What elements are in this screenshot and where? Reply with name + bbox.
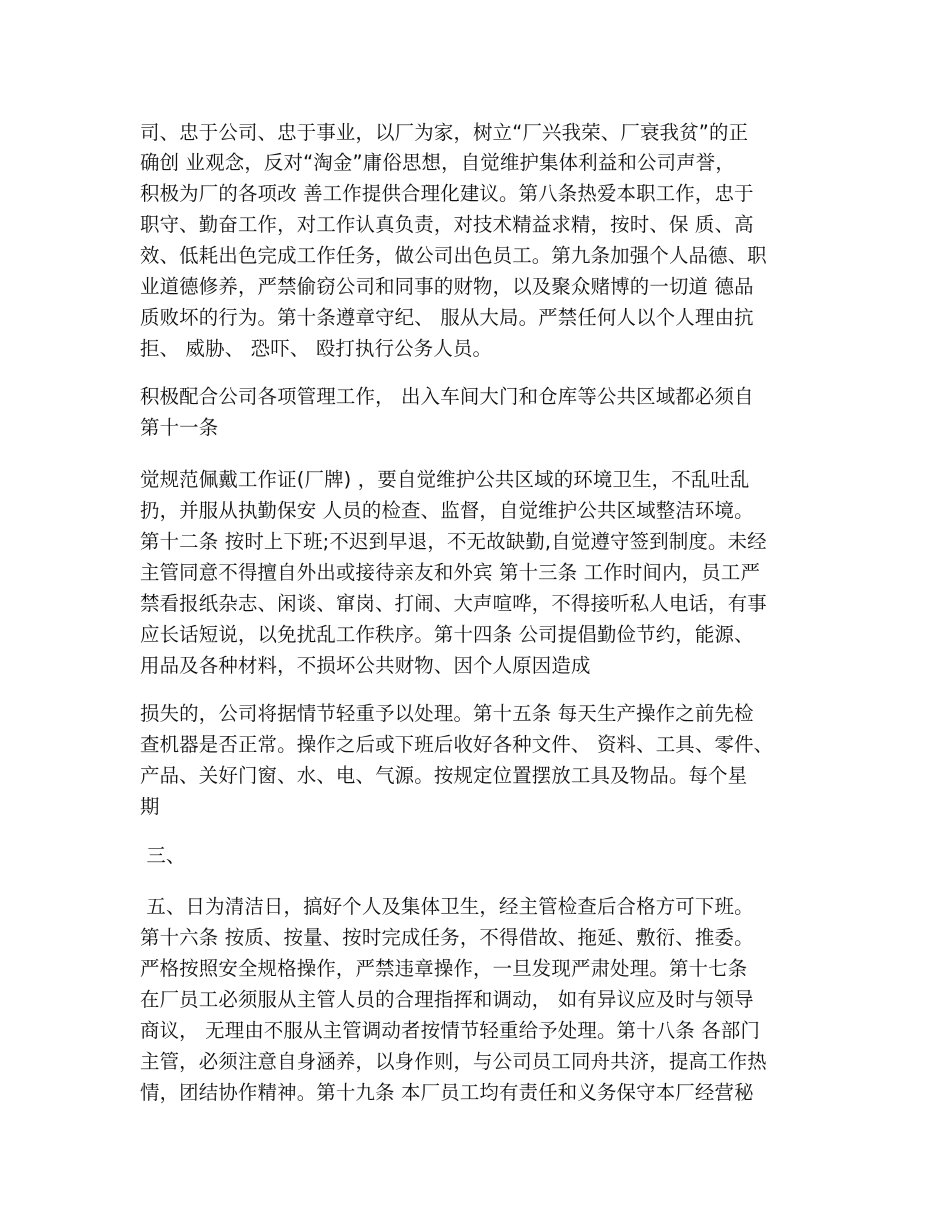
text-line: 应长话短说，以免扰乱工作秩序。第十四条 公司提倡勤俭节约，能源、 xyxy=(140,623,754,646)
text-line: 拒、 威胁、 恐吓、 殴打执行公务人员。 xyxy=(140,337,493,360)
text-line: 效、低耗出色完成工作任务，做公司出色员工。第九条加强个人品德、职 xyxy=(140,244,767,267)
text-line: 在厂员工必须服从主管人员的合理指挥和调动， 如有异议应及时与领导 xyxy=(140,988,754,1011)
text-line: 严格按照安全规格操作，严禁违章操作，一旦发现严肃处理。第十七条 xyxy=(140,957,748,980)
text-line: 第十六条 按质、按量、按时完成任务，不得借故、拖延、敷衍、推委。 xyxy=(140,926,754,949)
text-line: 司、忠于公司、忠于事业，以厂为家，树立“厂兴我荣、厂衰我贫”的正 xyxy=(140,121,749,144)
text-line: 业道德修养，严禁偷窃公司和同事的财物，以及聚众赌博的一切道 德品 xyxy=(140,275,754,298)
text-line: 用品及各种材料，不损坏公共财物、因个人原因造成 xyxy=(140,654,591,677)
text-line: 查机器是否正常。操作之后或下班后收好各种文件、 资料、工具、零件、 xyxy=(140,733,774,756)
text-line: 职守、勤奋工作，对工作认真负责，对技术精益求精，按时、保 质、高 xyxy=(140,213,754,236)
text-line: 确创 业观念，反对“淘金”庸俗思想，自觉维护集体利益和公司声誉， xyxy=(140,151,735,174)
text-line: 五、日为清洁日，搞好个人及集体卫生，经主管检查后合格方可下班。 xyxy=(140,895,754,918)
text-line: 第十一条 xyxy=(140,416,219,439)
text-line: 觉规范佩戴工作证(厂牌) ，要自觉维护公共区域的环境卫生，不乱吐乱 xyxy=(140,468,750,491)
text-line: 第十二条 按时上下班;不迟到早退，不无故缺勤,自觉遵守签到制度。未经 xyxy=(140,530,767,553)
text-line: 产品、关好门窗、水、电、气源。按规定位置摆放工具及物品。每个星 xyxy=(140,764,748,787)
text-line: 主管，必须注意自身涵养，以身作则，与公司员工同舟共济，提高工作热 xyxy=(140,1050,767,1073)
text-line: 损失的，公司将据情节轻重予以处理。第十五条 每天生产操作之前先检 xyxy=(140,702,754,725)
text-line: 禁看报纸杂志、闲谈、窜岗、打闹、大声喧哗，不得接听私人电话，有事 xyxy=(140,592,767,615)
text-line: 积极为厂的各项改 善工作提供合理化建议。第八条热爱本职工作，忠于 xyxy=(140,182,754,205)
text-line: 质败坏的行为。第十条遵章守纪、 服从大局。严禁任何人以个人理由抗 xyxy=(140,306,754,329)
text-line: 积极配合公司各项管理工作， 出入车间大门和仓库等公共区域都必须自 xyxy=(140,385,754,408)
text-line: 商议， 无理由不服从主管调动者按情节轻重给予处理。第十八条 各部门 xyxy=(140,1019,761,1042)
text-line: 主管同意不得擅自外出或接待亲友和外宾 第十三条 工作时间内，员工严 xyxy=(140,561,761,584)
text-line: 期 xyxy=(140,795,160,818)
text-line: 三、 xyxy=(140,844,186,867)
text-line: 扔，并服从执勤保安 人员的检查、监督，自觉维护公共区域整洁环境。 xyxy=(140,499,754,522)
text-line: 情，团结协作精神。第十九条 本厂员工均有责任和义务保守本厂经营秘 xyxy=(140,1081,754,1104)
